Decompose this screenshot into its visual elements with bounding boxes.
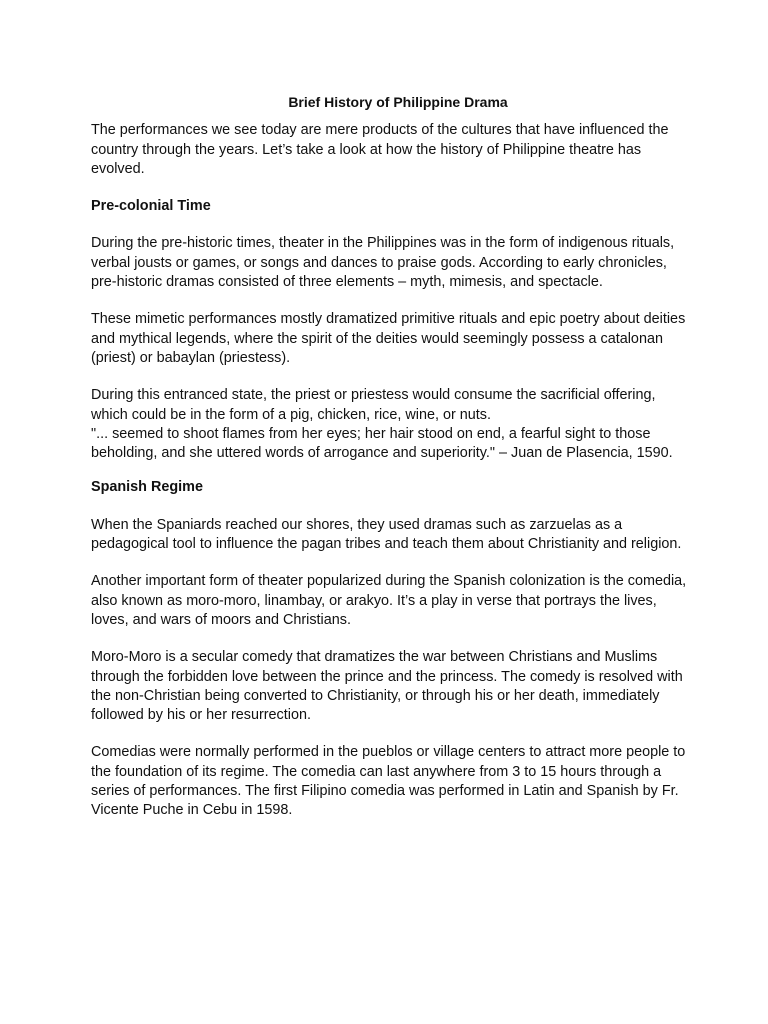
section-heading-precolonial: Pre-colonial Time xyxy=(91,198,211,215)
precolonial-paragraph-2: These mimetic performances mostly dramatized primitive rituals and epic poetry about deities and mythical legends, where the spirit of the deities would seemingly possess a catalonan (priest) or babaylan (priestess). xyxy=(91,311,686,366)
precolonial-quote: "... seemed to shoot flames from her eyes; her hair stood on end, a fearful sight to those beholding, and she uttered words of arrogance and superiority." – Juan de Plasencia, 1590. xyxy=(91,425,673,462)
precolonial-paragraph-3: During this entranced state, the priest or priestess would consume the sacrificial offering, which could be in the form of a pig, chicken, rice, wine, or nuts. xyxy=(91,387,656,423)
spanish-paragraph-2: Another important form of theater popularized during the Spanish colonization is the comedia, also known as moro-moro, linambay, or arakyo. It’s a play in verse that portrays the lives, loves, and wars of moors and Christians. xyxy=(91,573,687,628)
spanish-paragraph-4: Comedias were normally performed in the pueblos or village centers to attract more people to the foundation of its regime. The comedia can last anywhere from 3 to 15 hours through a series of performances. The first Filipino comedia was performed in Latin and Spanish by Fr. Vicente Puche in Cebu in 1598. xyxy=(91,744,686,819)
document-title: Brief History of Philippine Drama xyxy=(288,94,508,110)
precolonial-paragraph-1: During the pre-historic times, theater in the Philippines was in the form of indigenous rituals, verbal jousts or games, or songs and dances to praise gods. According to early chronicles, pre-historic dramas consisted of three elements – myth, mimesis, and spectacle. xyxy=(91,235,675,291)
section-heading-spanish: Spanish Regime xyxy=(91,479,203,496)
spanish-paragraph-1: When the Spaniards reached our shores, they used dramas such as zarzuelas as a pedagogical tool to influence the pagan tribes and teach them about Christianity and religion. xyxy=(91,516,682,553)
spanish-paragraph-3: Moro-Moro is a secular comedy that dramatizes the war between Christians and Muslims through the forbidden love between the prince and the princess. The comedy is resolved with the non-Christian being converted to Christianity, or through his or her death, immediately followed by his or her resurrection. xyxy=(91,649,683,724)
intro-paragraph: The performances we see today are mere products of the cultures that have influenced the country through the years. Let’s take a look at how the history of Philippine theatre has evolved. xyxy=(91,122,669,177)
document-page xyxy=(91,93,691,839)
